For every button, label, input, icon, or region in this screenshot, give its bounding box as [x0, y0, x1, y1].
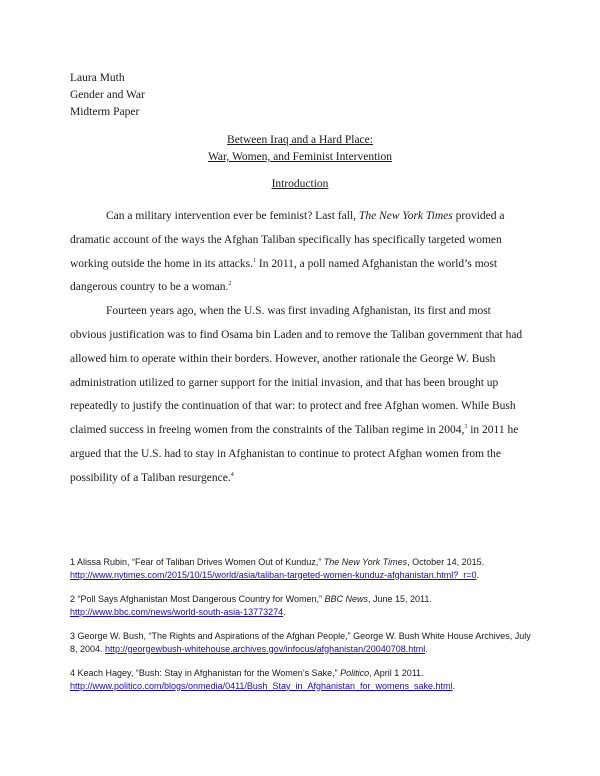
footnote-ref-4[interactable]: 4 [230, 471, 234, 478]
paper-header [70, 70, 145, 121]
footnote-tail: . [283, 606, 286, 617]
footnote-text: George W. Bush, “The Rights and Aspirations of the Afghan People,” George W. Bush White House Archives, July 8, 2004. [70, 631, 531, 654]
paragraph-2-text-a: Fourteen years ago, when the U.S. was first invading Afghanistan, its first and most obvious justification was to find Osama bin Laden and to remove the Taliban government that had allowed him to operate within their borders. However, another rationale the George W. Bush administration utilized to garner support for the initial invasion, and that has been brought up repeatedly to justify the continuation of that war: to protect and free Afghan women. While Bush claimed success in freeing women from the constraints of the Taliban regime in 2004, [70, 305, 523, 437]
footnote [70, 630, 540, 655]
footnote-link[interactable]: http://georgewbush-whitehouse.archives.gov/infocus/afghanistan/20040708.html [105, 643, 426, 654]
course-name: Gender and War [70, 89, 145, 101]
section-heading: Introduction [271, 178, 329, 190]
footnote [70, 667, 540, 692]
footnote-link[interactable]: http://www.nytimes.com/2015/10/15/world/asia/taliban-targeted-women-kunduz-afghanistan.html?_r=0 [70, 569, 477, 580]
footnote-ref-2[interactable]: 2 [228, 281, 232, 288]
footnote-tail: . [452, 680, 456, 691]
body-text [70, 205, 530, 491]
publication-title: The New York Times [358, 210, 453, 222]
title-line-1: Between Iraq and a Hard Place: [227, 134, 373, 146]
assignment-name: Midterm Paper [70, 106, 140, 118]
paragraph-1-text-b: provided a dramatic account of the ways the Afghan Taliban specifically has specifically targeted women working outside the home in its attacks. [70, 210, 505, 270]
footnote-date: , October 14, 2015. [407, 557, 485, 567]
author-name: Laura Muth [70, 72, 125, 84]
footnote-text: Alissa Rubin, “Fear of Taliban Drives Women Out of Kunduz,” [75, 557, 324, 567]
footnote [70, 556, 540, 581]
paragraph-1 [70, 205, 530, 300]
footnote-date: , April 1 2011. [369, 668, 424, 678]
footnote-number: 2 [70, 594, 76, 604]
footnote-tail: . [425, 643, 428, 654]
footnotes [70, 556, 540, 704]
title-line-2: War, Women, and Feminist Intervention [208, 151, 392, 163]
paragraph-1-text-c: In 2011, a poll named Afghanistan the world’s most dangerous country to be a woman. [70, 257, 498, 294]
paragraph-1-text-a: Can a military intervention ever be feminist? Last fall, [106, 210, 359, 222]
footnote-ref-3[interactable]: 3 [464, 424, 468, 431]
footnote-text: “Poll Says Afghanistan Most Dangerous Country for Women,” [75, 594, 325, 604]
footnote-date: , June 15, 2011. [367, 594, 432, 604]
footnote-number: 4 [70, 668, 76, 678]
footnote-ref-1[interactable]: 1 [253, 257, 257, 264]
footnote-text: Keach Hagey, “Bush: Stay in Afghanistan for the Women’s Sake,” [75, 668, 341, 678]
footnote [70, 593, 540, 618]
footnote-number: 3 [70, 631, 76, 641]
paragraph-2-text-b: in 2011 he argued that the U.S. had to stay in Afghanistan to continue to protect Afghan women from the possibility of a Taliban resurgence. [70, 424, 519, 484]
paragraph-2 [70, 300, 530, 490]
footnote-link[interactable]: http://www.bbc.com/news/world-south-asia-13773274 [70, 606, 284, 617]
footnote-number: 1 [70, 557, 76, 567]
footnote-tail: . [476, 569, 479, 580]
footnote-publication: BBC News [324, 594, 368, 604]
footnote-publication: Politico [340, 668, 370, 678]
footnote-publication: The New York Times [323, 557, 408, 567]
paper-title [0, 132, 600, 166]
footnote-link[interactable]: http://www.politico.com/blogs/onmedia/0411/Bush_Stay_in_Afghanistan_for_womens_sake.html [70, 680, 453, 691]
